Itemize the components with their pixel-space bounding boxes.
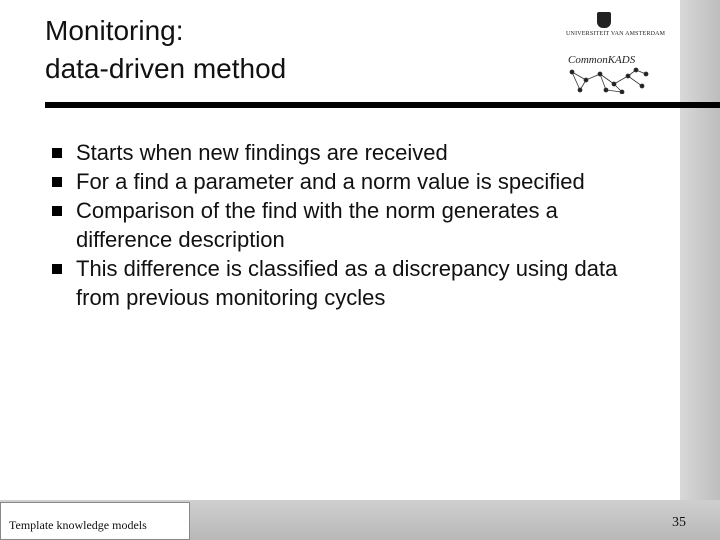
bullet-item (50, 196, 660, 254)
university-shield-icon (597, 12, 611, 28)
title-line-2: data-driven method (45, 53, 287, 84)
bullet-text: For a find a parameter and a norm value is specified (76, 169, 585, 194)
bullet-item (50, 254, 660, 312)
page-number: 35 (672, 515, 686, 530)
footer-label-box (0, 502, 190, 540)
bullet-text: This difference is classified as a discrepancy using data from previous monitoring cycles (76, 256, 618, 310)
square-bullet-icon (52, 206, 62, 216)
title-divider (45, 102, 720, 108)
footer-label: Template knowledge models (9, 518, 147, 532)
square-bullet-icon (52, 264, 62, 274)
university-logo (560, 12, 666, 40)
title-line-1: Monitoring: (45, 15, 184, 46)
bullet-item (50, 167, 660, 196)
commonkads-logo-text: CommonKADS (568, 54, 636, 66)
bullet-text: Starts when new findings are received (76, 140, 448, 165)
square-bullet-icon (52, 148, 62, 158)
right-shade-bar (680, 0, 720, 540)
slide-title (45, 12, 545, 88)
bullet-list (50, 138, 660, 312)
bullet-text: Comparison of the find with the norm generates a difference description (76, 198, 558, 252)
commonkads-logo (566, 54, 650, 94)
square-bullet-icon (52, 177, 62, 187)
bullet-item (50, 138, 660, 167)
network-graph-icon (566, 66, 650, 94)
university-logo-text: UNIVERSITEIT VAN AMSTERDAM (566, 31, 666, 37)
